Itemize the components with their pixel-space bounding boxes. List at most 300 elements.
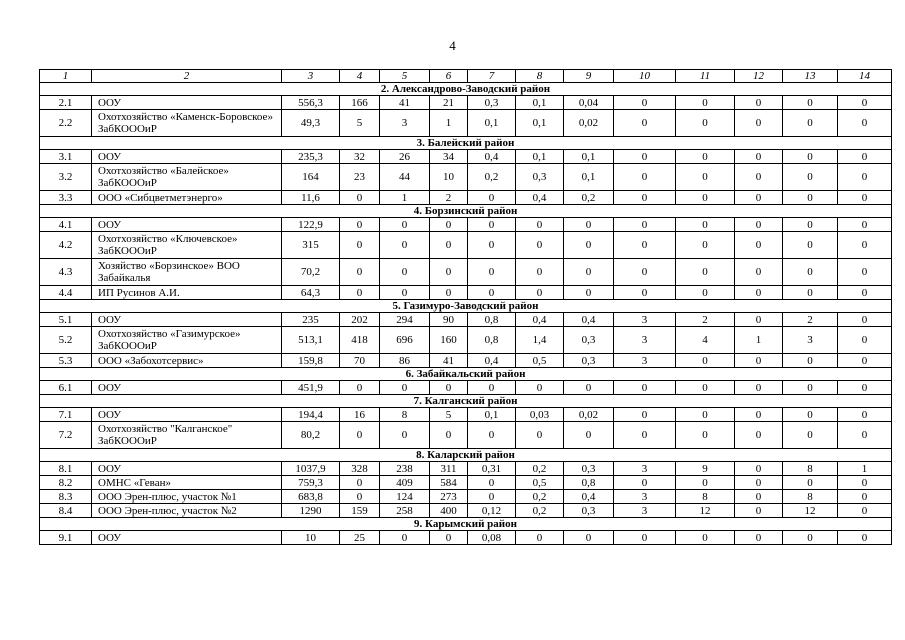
value-cell: 3 — [614, 327, 676, 354]
row-number-cell: 3.3 — [40, 191, 92, 205]
value-cell: 0 — [676, 218, 735, 232]
value-cell: 258 — [380, 504, 430, 518]
value-cell: 0,2 — [516, 462, 564, 476]
value-cell: 0,02 — [564, 110, 614, 137]
value-cell: 0 — [516, 218, 564, 232]
value-cell: 8 — [676, 490, 735, 504]
row-number-cell: 4.1 — [40, 218, 92, 232]
value-cell: 0 — [468, 476, 516, 490]
value-cell: 0,8 — [468, 313, 516, 327]
value-cell: 0 — [735, 232, 783, 259]
value-cell: 86 — [380, 354, 430, 368]
value-cell: 0 — [735, 286, 783, 300]
value-cell: 0 — [380, 259, 430, 286]
column-header: 14 — [838, 70, 892, 83]
value-cell: 0 — [735, 313, 783, 327]
value-cell: 3 — [614, 354, 676, 368]
value-cell: 90 — [430, 313, 468, 327]
value-cell: 0 — [468, 259, 516, 286]
section-header-row — [40, 449, 892, 462]
value-cell: 1290 — [282, 504, 340, 518]
section-title: 2. Александрово-Заводский район — [40, 83, 892, 96]
value-cell: 0 — [614, 164, 676, 191]
value-cell: 0 — [340, 381, 380, 395]
value-cell: 0 — [564, 381, 614, 395]
entity-name-cell: Хозяйство «Борзинское» ВОО Забайкалья — [92, 259, 282, 286]
value-cell: 9 — [676, 462, 735, 476]
value-cell: 0 — [838, 259, 892, 286]
entity-name-cell: ИП Русинов А.И. — [92, 286, 282, 300]
section-header-row — [40, 137, 892, 150]
value-cell: 26 — [380, 150, 430, 164]
value-cell: 400 — [430, 504, 468, 518]
value-cell: 0 — [783, 96, 838, 110]
value-cell: 0,1 — [468, 408, 516, 422]
value-cell: 0 — [838, 327, 892, 354]
value-cell: 0,5 — [516, 476, 564, 490]
column-header: 2 — [92, 70, 282, 83]
row-number-cell: 4.4 — [40, 286, 92, 300]
value-cell: 0 — [676, 286, 735, 300]
value-cell: 0 — [735, 422, 783, 449]
value-cell: 451,9 — [282, 381, 340, 395]
value-cell: 41 — [430, 354, 468, 368]
entity-name-cell: ООО «Сибцветметэнерго» — [92, 191, 282, 205]
row-number-cell: 3.1 — [40, 150, 92, 164]
value-cell: 34 — [430, 150, 468, 164]
value-cell: 0,1 — [516, 150, 564, 164]
entity-name-cell: ООО Эрен-плюс, участок №2 — [92, 504, 282, 518]
value-cell: 0,4 — [516, 313, 564, 327]
value-cell: 0 — [735, 110, 783, 137]
row-number-cell: 2.2 — [40, 110, 92, 137]
row-number-cell: 7.2 — [40, 422, 92, 449]
column-header: 13 — [783, 70, 838, 83]
value-cell: 0 — [676, 422, 735, 449]
value-cell: 0 — [564, 259, 614, 286]
value-cell: 0 — [838, 286, 892, 300]
value-cell: 12 — [783, 504, 838, 518]
value-cell: 8 — [783, 462, 838, 476]
value-cell: 418 — [340, 327, 380, 354]
entity-name-cell: ООО Эрен-плюс, участок №1 — [92, 490, 282, 504]
column-header: 3 — [282, 70, 340, 83]
row-number-cell: 4.2 — [40, 232, 92, 259]
value-cell: 80,2 — [282, 422, 340, 449]
row-number-cell: 6.1 — [40, 381, 92, 395]
row-number-cell: 8.2 — [40, 476, 92, 490]
column-header: 4 — [340, 70, 380, 83]
value-cell: 0 — [564, 232, 614, 259]
value-cell: 0,4 — [564, 490, 614, 504]
column-header: 9 — [564, 70, 614, 83]
row-number-cell: 5.2 — [40, 327, 92, 354]
table-row — [40, 408, 892, 422]
value-cell: 1 — [430, 110, 468, 137]
value-cell: 0 — [735, 531, 783, 545]
value-cell: 328 — [340, 462, 380, 476]
entity-name-cell: ОМНС «Геван» — [92, 476, 282, 490]
value-cell: 683,8 — [282, 490, 340, 504]
value-cell: 0 — [564, 531, 614, 545]
value-cell: 194,4 — [282, 408, 340, 422]
value-cell: 0 — [380, 422, 430, 449]
value-cell: 0 — [614, 96, 676, 110]
value-cell: 0 — [676, 408, 735, 422]
value-cell: 1,4 — [516, 327, 564, 354]
table-row — [40, 313, 892, 327]
value-cell: 0 — [614, 381, 676, 395]
value-cell: 0 — [430, 286, 468, 300]
value-cell: 0 — [614, 259, 676, 286]
value-cell: 3 — [783, 327, 838, 354]
value-cell: 0 — [516, 381, 564, 395]
value-cell: 0,2 — [564, 191, 614, 205]
value-cell: 0,2 — [516, 504, 564, 518]
value-cell: 2 — [783, 313, 838, 327]
table-row — [40, 110, 892, 137]
value-cell: 273 — [430, 490, 468, 504]
value-cell: 0 — [676, 476, 735, 490]
value-cell: 21 — [430, 96, 468, 110]
entity-name-cell: ООУ — [92, 408, 282, 422]
value-cell: 0 — [735, 381, 783, 395]
value-cell: 2 — [430, 191, 468, 205]
value-cell: 0 — [838, 110, 892, 137]
value-cell: 0 — [430, 232, 468, 259]
row-number-cell: 5.3 — [40, 354, 92, 368]
value-cell: 0,1 — [564, 164, 614, 191]
value-cell: 11,6 — [282, 191, 340, 205]
table-row — [40, 259, 892, 286]
value-cell: 0 — [614, 286, 676, 300]
value-cell: 70 — [340, 354, 380, 368]
value-cell: 315 — [282, 232, 340, 259]
value-cell: 0 — [614, 408, 676, 422]
value-cell: 0 — [783, 191, 838, 205]
value-cell: 0 — [340, 476, 380, 490]
entity-name-cell: Охотхозяйство «Каменск-Боровское» ЗабКОООиР — [92, 110, 282, 137]
value-cell: 0,4 — [516, 191, 564, 205]
entity-name-cell: ООО «Забохотсервис» — [92, 354, 282, 368]
value-cell: 0 — [516, 259, 564, 286]
value-cell: 0 — [340, 191, 380, 205]
value-cell: 64,3 — [282, 286, 340, 300]
value-cell: 0,1 — [468, 110, 516, 137]
value-cell: 0 — [614, 110, 676, 137]
value-cell: 0 — [838, 354, 892, 368]
value-cell: 0 — [430, 259, 468, 286]
row-number-cell: 2.1 — [40, 96, 92, 110]
table-row — [40, 504, 892, 518]
value-cell: 0 — [380, 232, 430, 259]
value-cell: 0 — [340, 232, 380, 259]
table-row — [40, 232, 892, 259]
value-cell: 0 — [564, 286, 614, 300]
entity-name-cell: ООУ — [92, 218, 282, 232]
value-cell: 0 — [838, 191, 892, 205]
value-cell: 122,9 — [282, 218, 340, 232]
value-cell: 0 — [735, 259, 783, 286]
section-header-row — [40, 300, 892, 313]
value-cell: 202 — [340, 313, 380, 327]
section-header-row — [40, 83, 892, 96]
value-cell: 1037,9 — [282, 462, 340, 476]
table-row — [40, 327, 892, 354]
row-number-cell: 3.2 — [40, 164, 92, 191]
value-cell: 0 — [783, 218, 838, 232]
column-header-row — [40, 70, 892, 83]
entity-name-cell: Охотхозяйство "Калганское" ЗабКОООиР — [92, 422, 282, 449]
value-cell: 160 — [430, 327, 468, 354]
value-cell: 0 — [676, 232, 735, 259]
value-cell: 0 — [783, 354, 838, 368]
value-cell: 10 — [430, 164, 468, 191]
value-cell: 0 — [838, 422, 892, 449]
value-cell: 3 — [614, 313, 676, 327]
value-cell: 0,04 — [564, 96, 614, 110]
column-header: 1 — [40, 70, 92, 83]
section-header-row — [40, 395, 892, 408]
value-cell: 0 — [676, 164, 735, 191]
value-cell: 0,8 — [468, 327, 516, 354]
value-cell: 0 — [516, 286, 564, 300]
value-cell: 0 — [676, 191, 735, 205]
value-cell: 3 — [614, 504, 676, 518]
table-row — [40, 354, 892, 368]
value-cell: 3 — [614, 462, 676, 476]
value-cell: 0,02 — [564, 408, 614, 422]
value-cell: 0 — [340, 218, 380, 232]
table-row — [40, 422, 892, 449]
value-cell: 3 — [614, 490, 676, 504]
table-row — [40, 531, 892, 545]
value-cell: 0 — [838, 531, 892, 545]
value-cell: 1 — [735, 327, 783, 354]
section-header-row — [40, 518, 892, 531]
row-number-cell: 8.1 — [40, 462, 92, 476]
value-cell: 0,3 — [564, 462, 614, 476]
value-cell: 235,3 — [282, 150, 340, 164]
value-cell: 0 — [676, 259, 735, 286]
entity-name-cell: ООУ — [92, 381, 282, 395]
value-cell: 0 — [735, 96, 783, 110]
value-cell: 124 — [380, 490, 430, 504]
value-cell: 0 — [783, 381, 838, 395]
value-cell: 0 — [614, 476, 676, 490]
value-cell: 0 — [468, 381, 516, 395]
value-cell: 0 — [735, 164, 783, 191]
value-cell: 0 — [516, 531, 564, 545]
column-header: 11 — [676, 70, 735, 83]
value-cell: 0 — [614, 232, 676, 259]
column-header: 7 — [468, 70, 516, 83]
column-header: 5 — [380, 70, 430, 83]
value-cell: 5 — [340, 110, 380, 137]
value-cell: 0 — [783, 259, 838, 286]
value-cell: 41 — [380, 96, 430, 110]
value-cell: 0 — [564, 422, 614, 449]
value-cell: 8 — [380, 408, 430, 422]
value-cell: 0 — [468, 218, 516, 232]
value-cell: 0 — [340, 286, 380, 300]
value-cell: 10 — [282, 531, 340, 545]
value-cell: 0,4 — [468, 354, 516, 368]
section-header-row — [40, 205, 892, 218]
value-cell: 0 — [783, 422, 838, 449]
value-cell: 0 — [676, 96, 735, 110]
value-cell: 0 — [735, 150, 783, 164]
value-cell: 0 — [340, 259, 380, 286]
value-cell: 0,3 — [564, 354, 614, 368]
value-cell: 0,31 — [468, 462, 516, 476]
table-row — [40, 286, 892, 300]
value-cell: 2 — [676, 313, 735, 327]
value-cell: 49,3 — [282, 110, 340, 137]
value-cell: 0 — [838, 218, 892, 232]
value-cell: 311 — [430, 462, 468, 476]
value-cell: 0 — [430, 381, 468, 395]
entity-name-cell: ООУ — [92, 150, 282, 164]
value-cell: 0 — [516, 422, 564, 449]
value-cell: 8 — [783, 490, 838, 504]
value-cell: 0,4 — [468, 150, 516, 164]
value-cell: 294 — [380, 313, 430, 327]
column-header: 8 — [516, 70, 564, 83]
value-cell: 0 — [783, 531, 838, 545]
value-cell: 70,2 — [282, 259, 340, 286]
column-header: 12 — [735, 70, 783, 83]
value-cell: 0 — [838, 232, 892, 259]
value-cell: 0 — [340, 422, 380, 449]
value-cell: 1 — [380, 191, 430, 205]
value-cell: 0 — [676, 150, 735, 164]
value-cell: 0 — [838, 408, 892, 422]
value-cell: 0 — [838, 164, 892, 191]
value-cell: 0 — [614, 422, 676, 449]
value-cell: 0,5 — [516, 354, 564, 368]
value-cell: 5 — [430, 408, 468, 422]
value-cell: 0,3 — [468, 96, 516, 110]
value-cell: 0,3 — [564, 504, 614, 518]
table-row — [40, 490, 892, 504]
value-cell: 0 — [380, 218, 430, 232]
row-number-cell: 9.1 — [40, 531, 92, 545]
value-cell: 164 — [282, 164, 340, 191]
row-number-cell: 8.4 — [40, 504, 92, 518]
table-row — [40, 164, 892, 191]
value-cell: 0 — [838, 96, 892, 110]
entity-name-cell: ООУ — [92, 531, 282, 545]
value-cell: 0 — [430, 531, 468, 545]
value-cell: 0,3 — [516, 164, 564, 191]
value-cell: 0 — [735, 354, 783, 368]
value-cell: 0 — [468, 490, 516, 504]
row-number-cell: 8.3 — [40, 490, 92, 504]
value-cell: 0 — [430, 422, 468, 449]
value-cell: 0 — [735, 490, 783, 504]
value-cell: 696 — [380, 327, 430, 354]
value-cell: 0 — [380, 286, 430, 300]
value-cell: 0,03 — [516, 408, 564, 422]
table-row — [40, 476, 892, 490]
value-cell: 16 — [340, 408, 380, 422]
value-cell: 12 — [676, 504, 735, 518]
data-table — [39, 69, 892, 545]
value-cell: 0 — [468, 286, 516, 300]
value-cell: 0 — [783, 232, 838, 259]
value-cell: 0 — [783, 476, 838, 490]
value-cell: 0 — [380, 381, 430, 395]
value-cell: 0 — [783, 164, 838, 191]
value-cell: 235 — [282, 313, 340, 327]
table-row — [40, 381, 892, 395]
entity-name-cell: Охотхозяйство «Газимурское» ЗабКОООиР — [92, 327, 282, 354]
section-title: 9. Карымский район — [40, 518, 892, 531]
value-cell: 0,08 — [468, 531, 516, 545]
value-cell: 4 — [676, 327, 735, 354]
value-cell: 3 — [380, 110, 430, 137]
value-cell: 0 — [516, 232, 564, 259]
row-number-cell: 7.1 — [40, 408, 92, 422]
value-cell: 0 — [783, 286, 838, 300]
value-cell: 0 — [614, 218, 676, 232]
table-row — [40, 462, 892, 476]
section-title: 4. Борзинский район — [40, 205, 892, 218]
value-cell: 0 — [838, 381, 892, 395]
value-cell: 0 — [564, 218, 614, 232]
value-cell: 0 — [735, 462, 783, 476]
value-cell: 166 — [340, 96, 380, 110]
value-cell: 0 — [735, 408, 783, 422]
value-cell: 0 — [468, 191, 516, 205]
entity-name-cell: ООУ — [92, 96, 282, 110]
value-cell: 0,12 — [468, 504, 516, 518]
value-cell: 0 — [676, 110, 735, 137]
column-header: 6 — [430, 70, 468, 83]
value-cell: 0 — [380, 531, 430, 545]
value-cell: 0,2 — [468, 164, 516, 191]
value-cell: 0,1 — [564, 150, 614, 164]
value-cell: 0,4 — [564, 313, 614, 327]
section-title: 8. Каларский район — [40, 449, 892, 462]
value-cell: 238 — [380, 462, 430, 476]
value-cell: 25 — [340, 531, 380, 545]
page-number: 4 — [449, 38, 456, 53]
value-cell: 0 — [783, 110, 838, 137]
value-cell: 0 — [340, 490, 380, 504]
table-body — [40, 70, 892, 545]
entity-name-cell: Охотхозяйство «Ключевское» ЗабКОООиР — [92, 232, 282, 259]
row-number-cell: 4.3 — [40, 259, 92, 286]
table-row — [40, 191, 892, 205]
section-header-row — [40, 368, 892, 381]
value-cell: 0 — [676, 381, 735, 395]
section-title: 7. Калганский район — [40, 395, 892, 408]
value-cell: 0 — [783, 408, 838, 422]
row-number-cell: 5.1 — [40, 313, 92, 327]
value-cell: 0 — [735, 191, 783, 205]
value-cell: 0,2 — [516, 490, 564, 504]
value-cell: 159 — [340, 504, 380, 518]
value-cell: 0 — [676, 531, 735, 545]
value-cell: 159,8 — [282, 354, 340, 368]
value-cell: 0,1 — [516, 96, 564, 110]
value-cell: 0 — [735, 218, 783, 232]
table-row — [40, 218, 892, 232]
value-cell: 0 — [614, 150, 676, 164]
value-cell: 584 — [430, 476, 468, 490]
